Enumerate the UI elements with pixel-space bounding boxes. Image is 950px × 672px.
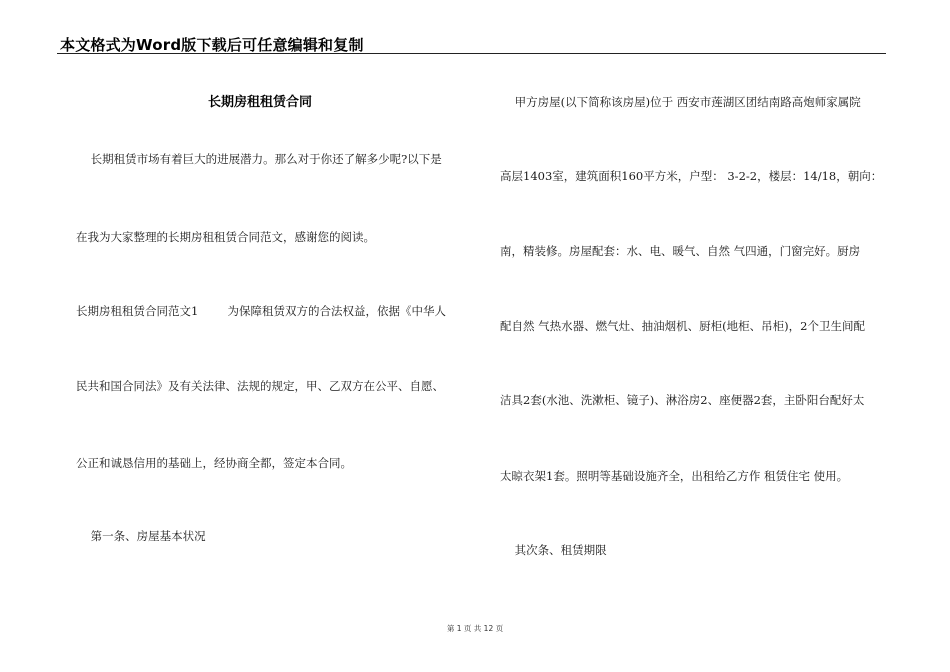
left-paragraph-line: 长期房租租赁合同范文1 为保障租赁双方的合法权益，依据《中华人 bbox=[76, 304, 447, 318]
left-paragraph-line: 公正和诚恳信用的基础上，经协商全都，签定本合同。 bbox=[76, 456, 352, 470]
left-paragraph-line: 民共和国合同法》及有关法律、法规的规定，甲、乙双方在公平、自愿、 bbox=[76, 379, 444, 393]
section-heading: 第一条、房屋基本状况 bbox=[76, 529, 206, 543]
section-heading: 其次条、租赁期限 bbox=[500, 543, 607, 557]
header-banner: 本文格式为Word版下载后可任意编辑和复制 bbox=[60, 36, 364, 54]
right-paragraph-line: 高层1403室，建筑面积160平方米，户型： 3-2-2，楼层：14/18，朝向： bbox=[500, 169, 883, 183]
left-paragraph-line: 长期租赁市场有着巨大的进展潜力。那么对于你还了解多少呢?以下是 bbox=[76, 152, 442, 166]
right-paragraph-line: 洁具2套(水池、洗漱柜、镜子)、淋浴房2、座便器2套，主卧阳台配好太 bbox=[500, 393, 865, 407]
right-paragraph-line: 太晾衣架1套。照明等基础设施齐全，出租给乙方作 租赁住宅 使用。 bbox=[500, 469, 849, 483]
right-paragraph-line: 甲方房屋(以下简称该房屋)位于 西安市莲湖区团结南路高炮师家属院 bbox=[500, 95, 861, 109]
right-paragraph-line: 配自然 气热水器、燃气灶、抽油烟机、厨柜(地柜、吊柜)，2个卫生间配 bbox=[500, 319, 865, 333]
page-number: 第 1 页 共 12 页 bbox=[446, 624, 504, 633]
header-divider bbox=[57, 53, 886, 54]
right-paragraph-line: 南，精装修。房屋配套：水、电、暖气、自然 气四通，门窗完好。厨房 bbox=[500, 244, 861, 258]
left-paragraph-line: 在我为大家整理的长期房租租赁合同范文，感谢您的阅读。 bbox=[76, 230, 375, 244]
document-title: 长期房租租赁合同 bbox=[207, 95, 312, 110]
